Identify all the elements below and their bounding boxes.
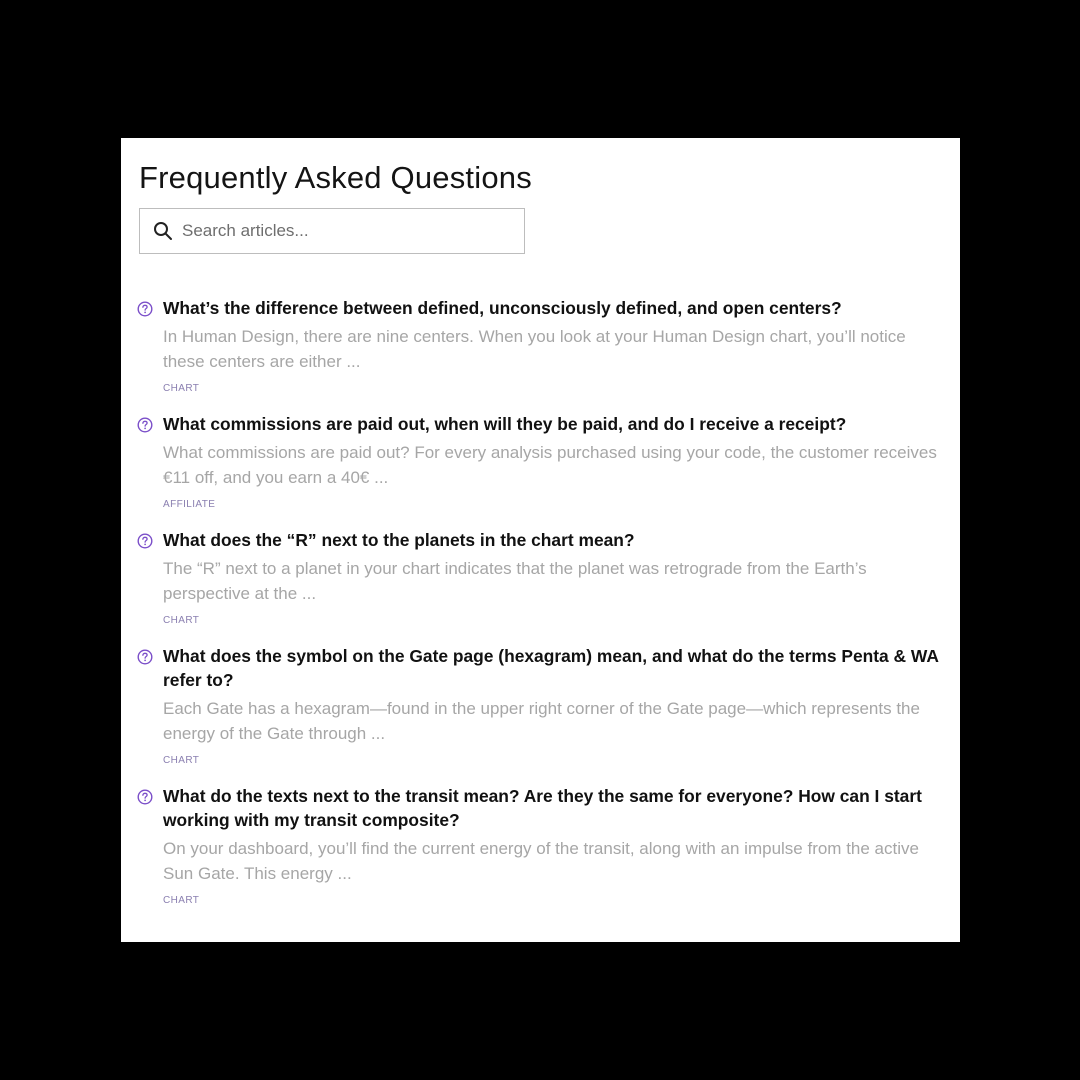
faq-excerpt: The “R” next to a planet in your chart indicates that the planet was retrograde from the Earth’s perspective at the ...: [163, 559, 867, 603]
faq-body: [163, 644, 947, 768]
faq-body: [163, 412, 947, 512]
faq-question-link[interactable]: What does the “R” next to the planets in the chart mean?: [163, 530, 635, 550]
faq-category-tag[interactable]: CHART: [163, 895, 200, 906]
faq-item[interactable]: [137, 784, 947, 908]
question-circle-icon: [137, 789, 153, 805]
question-circle-icon: [137, 649, 153, 665]
faq-excerpt: In Human Design, there are nine centers. When you look at your Human Design chart, you’ll notice these centers are either ...: [163, 327, 906, 371]
faq-question-link[interactable]: What does the symbol on the Gate page (hexagram) mean, and what do the terms Penta & WA refer to?: [163, 646, 939, 690]
faq-question-link[interactable]: What commissions are paid out, when will they be paid, and do I receive a receipt?: [163, 414, 847, 434]
search-box[interactable]: [139, 208, 525, 254]
faq-item[interactable]: [137, 644, 947, 768]
faq-body: [163, 528, 947, 628]
faq-category-tag[interactable]: CHART: [163, 615, 200, 626]
faq-excerpt: On your dashboard, you’ll find the current energy of the transit, along with an impulse from the active Sun Gate. This energy ...: [163, 839, 919, 883]
search-icon: [153, 221, 173, 241]
faq-item[interactable]: [137, 296, 947, 396]
question-circle-icon: [137, 417, 153, 433]
faq-question-link[interactable]: What do the texts next to the transit mean? Are they the same for everyone? How can I start working with my transit composite?: [163, 786, 922, 830]
faq-category-tag[interactable]: CHART: [163, 383, 200, 394]
faq-body: [163, 296, 947, 396]
faq-category-tag[interactable]: CHART: [163, 755, 200, 766]
faq-item[interactable]: [137, 412, 947, 512]
faq-body: [163, 784, 947, 908]
question-circle-icon: [137, 301, 153, 317]
page-title: Frequently Asked Questions: [139, 160, 532, 195]
faq-excerpt: What commissions are paid out? For every analysis purchased using your code, the customer receives €11 off, and you earn a 40€ ...: [163, 443, 937, 487]
faq-list: [137, 296, 947, 908]
faq-excerpt: Each Gate has a hexagram—found in the upper right corner of the Gate page—which represents the energy of the Gate through ...: [163, 699, 920, 743]
faq-panel: [121, 138, 960, 942]
faq-question-link[interactable]: What’s the difference between defined, unconsciously defined, and open centers?: [163, 298, 842, 318]
question-circle-icon: [137, 533, 153, 549]
search-input[interactable]: [182, 221, 514, 241]
faq-item[interactable]: [137, 528, 947, 628]
faq-category-tag[interactable]: AFFILIATE: [163, 499, 216, 510]
